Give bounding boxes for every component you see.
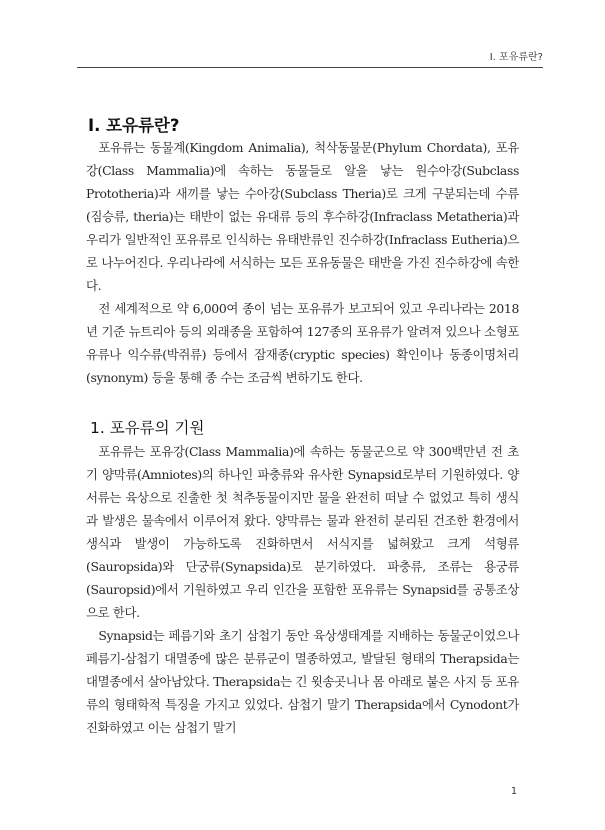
chapter-body bbox=[86, 136, 519, 389]
body-paragraph: 포유류는 동물계(Kingdom Animalia), 척삭동물문(Phylum Chordata), 포유강(Class Mammalia)에 속하는 동물들로 알을 낳는 원수아강(Subclass Prototheria)과 새끼를 낳는 수아강(Subclass Theria)로 크게 구분되는데 수류(짐승류, theria)는 태반이 없는 유대류 등의 후수하강(Infraclass Metatheria)과 우리가 일반적인 포유류로 인식하는 유태반류인 진수하강(Infraclass Eutheria)으로 나누어진다. 우리나라에 서식하는 모든 포유동물은 태반을 가진 진수하강에 속한다. bbox=[86, 140, 519, 293]
body-paragraph: Synapsid는 페름기와 초기 삼첩기 동안 육상생태계를 지배하는 동물군이었으나 페름기-삼첩기 대멸종에 많은 분류군이 멸종하였고, 발달된 형태의 Therapsida는 대멸종에서 살아남았다. Therapsida는 긴 윗송곳니나 몸 아래로 붙은 사지 등 포유류의 형태학적 특징을 가지고 있었다. 삼첩기 말기 Therapsida에서 Cynodont가 진화하였고 이는 삼첩기 말기 bbox=[86, 628, 519, 735]
section-body bbox=[86, 440, 519, 739]
body-paragraph: 전 세계적으로 약 6,000여 종이 넘는 포유류가 보고되어 있고 우리나라는 2018년 기준 뉴트리아 등의 외래종을 포함하여 127종의 포유류가 알려져 있으나 소형포유류나 익수류(박쥐류) 등에서 잠재종(cryptic species) 확인이나 동종이명처리(synonym) 등을 통해 종 수는 조금씩 변하기도 한다. bbox=[86, 301, 519, 385]
chapter-title: Ⅰ. 포유류란? bbox=[88, 116, 180, 135]
header-divider bbox=[77, 67, 543, 68]
section-title: 1. 포유류의 기원 bbox=[90, 419, 205, 437]
page-number: 1 bbox=[510, 786, 517, 797]
body-paragraph: 포유류는 포유강(Class Mammalia)에 속하는 동물군으로 약 300백만년 전 초기 양막류(Amniotes)의 하나인 파충류와 유사한 Synapsid로부터 기원하였다. 양서류는 육상으로 진출한 첫 척추동물이지만 물을 완전히 떠날 수 없었고 특히 생식과 발생은 물속에서 이루어져 왔다. 양막류는 물과 완전히 분리된 건조한 환경에서 생식과 발생이 가능하도록 진화하면서 서식지를 넓혀왔고 크게 석형류(Sauropsida)와 단궁류(Synapsida)로 분기하였다. 파충류, 조류는 용궁류(Sauropsid)에서 기원하였고 우리 인간을 포함한 포유류는 Synapsid를 공통조상으로 한다. bbox=[86, 444, 519, 620]
running-header: I. 포유류란? bbox=[489, 52, 543, 63]
